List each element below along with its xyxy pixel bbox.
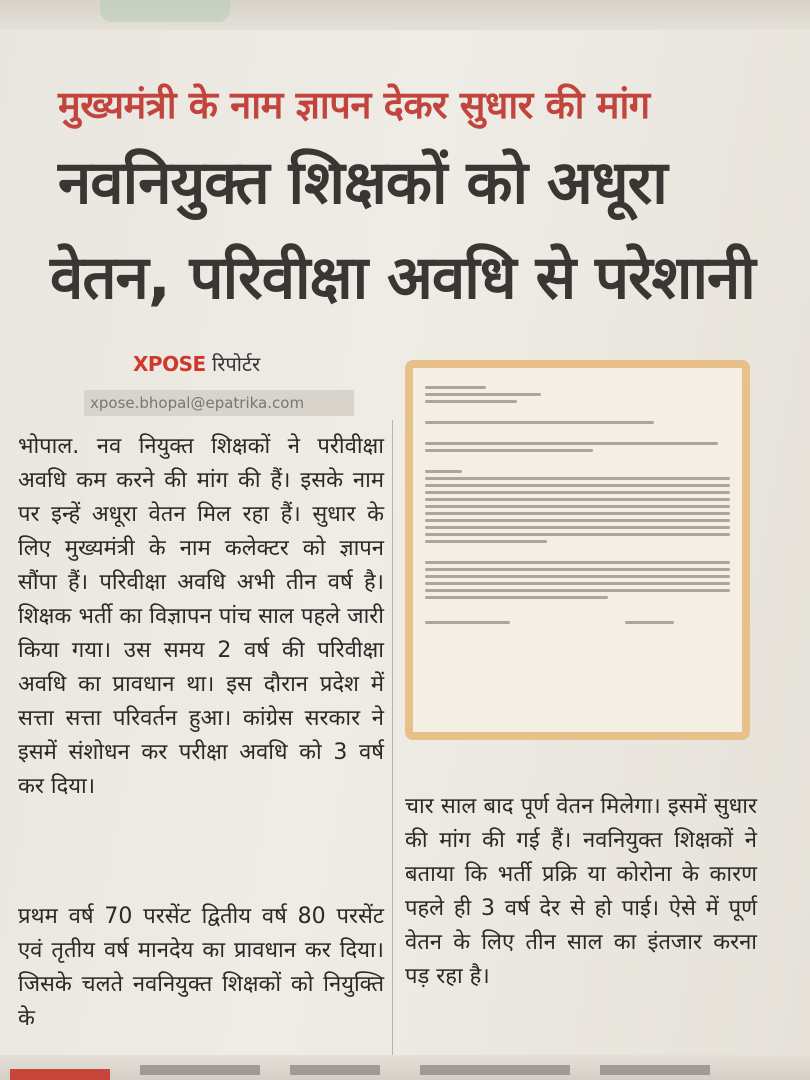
- headline-line-1: नवनियुक्त शिक्षकों को अधूरा: [58, 148, 667, 218]
- reporter-email: xpose.bhopal@epatrika.com: [84, 390, 354, 416]
- memorandum-photo: [405, 360, 750, 740]
- article-kicker: मुख्यमंत्री के नाम ज्ञापन देकर सुधार की मांग: [58, 83, 650, 127]
- byline-reporter: रिपोर्टर: [205, 352, 261, 376]
- byline-brand: XPOSE: [133, 352, 206, 376]
- byline: [133, 350, 260, 377]
- article-paragraph-1: भोपाल. नव नियुक्त शिक्षकों ने परीवीक्षा अवधि कम करने की मांग की हैं। इसके नाम पर इन्हें अधूरा वेतन मिल रहा हैं। सुधार के लिए मुख्यमंत्री के नाम कलेक्टर को ज्ञापन सौंपा हैं। परिवीक्षा अवधि अभी तीन वर्ष है। शिक्षक भर्ती का विज्ञापन पांच साल पहले जारी किया गया। उस समय 2 वर्ष की परिवीक्षा अवधि का प्रावधान था। इस दौरान प्रदेश में सत्ता सत्ता परिवर्तन हुआ। कांग्रेस सरकार ने इसमें संशोधन कर परीक्षा अवधि को 3 वर्ष कर दिया।: [18, 434, 384, 799]
- article-paragraph-2: प्रथम वर्ष 70 परसेंट द्वितीय वर्ष 80 परसेंट एवं तृतीय वर्ष मानदेय का प्रावधान कर दिया। जिसके चलते नवनियुक्त शिक्षकों को नियुक्ति के: [18, 904, 384, 1031]
- next-article-fragment: [10, 1069, 110, 1080]
- column-divider: [392, 420, 393, 1060]
- headline-line-2: वेतन, परिवीक्षा अवधि से परेशानी: [50, 243, 755, 313]
- article-paragraph-3: चार साल बाद पूर्ण वेतन मिलेगा। इसमें सुधार की मांग की गई हैं। नवनियुक्त शिक्षकों ने बताया कि भर्ती प्रक्रि या कोरोना के कारण पहले ही 3 वर्ष देर से हो पाई। ऐसे में पूर्ण वेतन के लिए तीन साल का इंतजार करना पड़ रहा है।: [405, 794, 757, 989]
- top-image-fragment: [100, 0, 230, 22]
- top-edge-strip: [0, 0, 810, 30]
- bottom-edge-strip: [0, 1055, 810, 1080]
- memorandum-letter-image: [413, 368, 742, 732]
